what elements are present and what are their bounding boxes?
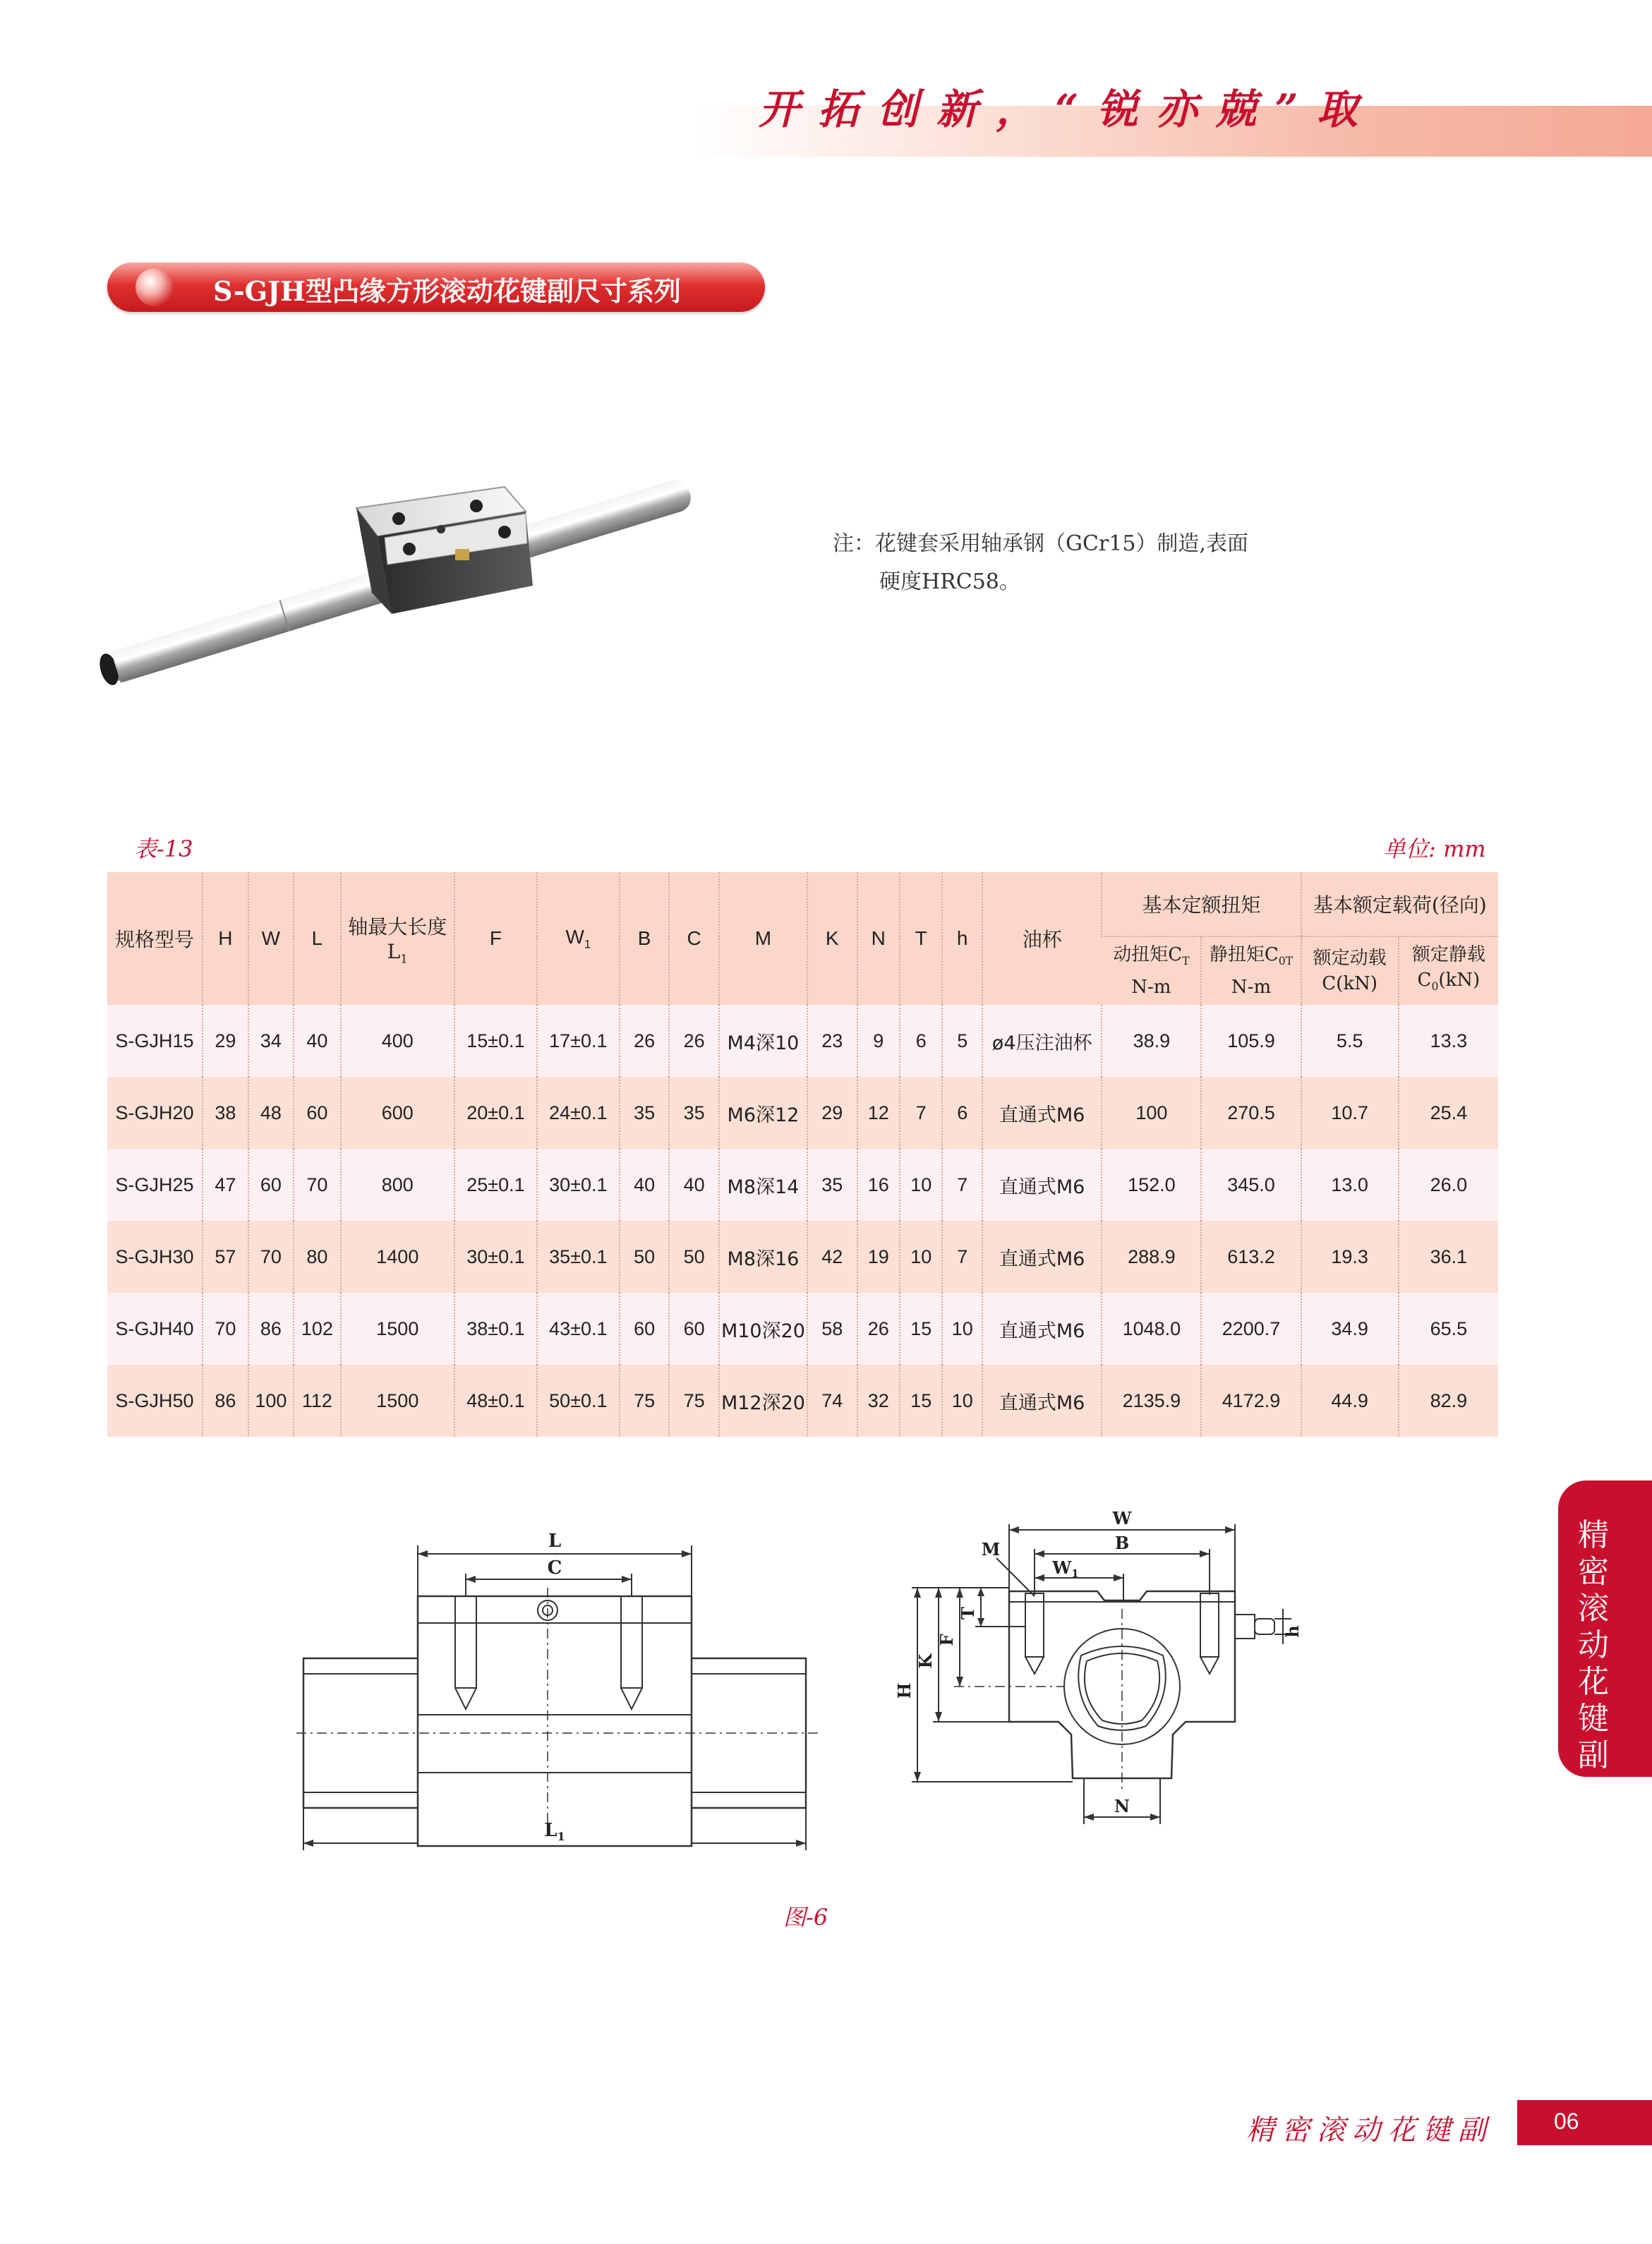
table-cell: 6 (900, 1005, 942, 1077)
table-cell: 800 (341, 1149, 454, 1221)
front-view-drawing (296, 1517, 819, 1870)
table-cell: 35±0.1 (537, 1221, 620, 1293)
table-cell: 58 (807, 1293, 857, 1365)
col-F: F (454, 872, 537, 1005)
table-cell: 42 (807, 1221, 857, 1293)
col-B: B (620, 872, 670, 1005)
table-cell: 57 (203, 1221, 248, 1293)
table-cell: ø4压注油杯 (982, 1005, 1102, 1077)
table-cell: 40 (620, 1149, 670, 1221)
table-cell: 100 (1102, 1077, 1201, 1149)
table-cell: 1048.0 (1102, 1293, 1201, 1365)
note-line-1: 注：花键套采用轴承钢（GCr15）制造,表面 (833, 531, 1248, 556)
table-cell: 6 (942, 1077, 982, 1149)
table-cell: 7 (942, 1221, 982, 1293)
table-cell: 10 (942, 1293, 982, 1365)
table-cell: 直通式M6 (982, 1077, 1102, 1149)
table-cell: 70 (203, 1293, 248, 1365)
table-cell: 82.9 (1399, 1365, 1498, 1437)
col-H: H (203, 872, 248, 1005)
table-cell: 26 (620, 1005, 670, 1077)
table-cell: 2200.7 (1201, 1293, 1301, 1365)
col-c-label: 额定动载 (1313, 948, 1387, 969)
dim-F: F (936, 1634, 957, 1646)
table-row (107, 1005, 1498, 1077)
table-cell: 70 (294, 1149, 341, 1221)
col-ct-label: 动扭矩C (1113, 944, 1183, 966)
table-cell: S-GJH30 (107, 1221, 203, 1293)
col-oil-cup: 油杯 (982, 872, 1102, 1005)
table-cell: 60 (669, 1293, 719, 1365)
table-cell: S-GJH25 (107, 1149, 203, 1221)
table-cell: 直通式M6 (982, 1149, 1102, 1221)
table-cell: 60 (248, 1149, 294, 1221)
table-cell: M8深14 (719, 1149, 807, 1221)
table-cell: 74 (807, 1365, 857, 1437)
col-M: M (719, 872, 807, 1005)
dim-W: W (1112, 1508, 1132, 1528)
table-cell: 7 (942, 1149, 982, 1221)
table-cell: 16 (857, 1149, 900, 1221)
section-title-pill (107, 263, 765, 312)
table-cell: M12深20 (719, 1365, 807, 1437)
col-h: h (942, 872, 982, 1005)
table-cell: 26 (857, 1293, 900, 1365)
table-cell: 29 (203, 1005, 248, 1077)
table-cell: 2135.9 (1102, 1365, 1201, 1437)
table-cell: S-GJH20 (107, 1077, 203, 1149)
dim-H: H (894, 1682, 915, 1699)
table-cell: 15±0.1 (454, 1005, 537, 1077)
col-cot: 静扭矩$C_{0T}$ N-m (1201, 936, 1301, 1005)
table-row (107, 1077, 1498, 1149)
table-cell: 10 (900, 1149, 942, 1221)
note-line-2: 硬度HRC58。 (879, 569, 1020, 594)
table-cell: 345.0 (1201, 1149, 1301, 1221)
table-row (107, 1149, 1498, 1221)
dim-C: C (547, 1557, 562, 1579)
title-bullet-icon (135, 268, 174, 306)
table-cell: 35 (807, 1149, 857, 1221)
table-cell: M4深10 (719, 1005, 807, 1077)
table-cell: 25.4 (1399, 1077, 1498, 1149)
dim-L1-symbol: L (544, 1820, 557, 1841)
table-cell: 12 (857, 1077, 900, 1149)
table-cell: 9 (857, 1005, 900, 1077)
table-cell: 65.5 (1399, 1293, 1498, 1365)
table-cell: S-GJH40 (107, 1293, 203, 1365)
table-cell: 15 (900, 1365, 942, 1437)
table-cell: 4172.9 (1201, 1365, 1301, 1437)
table-cell: 26.0 (1399, 1149, 1498, 1221)
table-cell: 35 (669, 1077, 719, 1149)
table-cell: 270.5 (1201, 1077, 1301, 1149)
col-cot-unit: N-m (1231, 976, 1272, 998)
table-cell: 34.9 (1301, 1293, 1399, 1365)
table-cell: 直通式M6 (982, 1221, 1102, 1293)
col-ct-unit: N-m (1131, 976, 1171, 998)
table-row (107, 1365, 1498, 1437)
col-co-unit: (kN) (1438, 970, 1481, 991)
table-cell: 60 (620, 1293, 670, 1365)
table-cell: 86 (203, 1365, 248, 1437)
table-cell: 5.5 (1301, 1005, 1399, 1077)
dim-h: h (1282, 1625, 1303, 1638)
table-cell: 288.9 (1102, 1221, 1201, 1293)
table-cell: 75 (669, 1365, 719, 1437)
header-slogan: 开拓创新，“锐亦兢”取 (759, 85, 1376, 133)
col-c-unit: C(kN) (1322, 973, 1377, 994)
table-cell: 36.1 (1399, 1221, 1498, 1293)
table-cell: 直通式M6 (982, 1365, 1102, 1437)
col-group-load: 基本额定载荷(径向) (1301, 872, 1498, 936)
col-co: 额定静载 $C_0(kN)$ (1399, 936, 1498, 1005)
table-row (107, 1293, 1498, 1365)
table-cell: 直通式M6 (982, 1293, 1102, 1365)
col-cot-label: 静扭矩C (1209, 944, 1279, 966)
col-model: 规格型号 (107, 872, 203, 1005)
dim-W1-symbol: W (1052, 1557, 1072, 1578)
table-cell: 102 (294, 1293, 341, 1365)
table-cell: 25±0.1 (454, 1149, 537, 1221)
table-cell: 75 (620, 1365, 670, 1437)
table-cell: 19 (857, 1221, 900, 1293)
dim-M: M (981, 1539, 1001, 1560)
table-cell: 30±0.1 (537, 1149, 620, 1221)
table-cell: 40 (669, 1149, 719, 1221)
table-cell: 38.9 (1102, 1005, 1201, 1077)
table-cell: 44.9 (1301, 1365, 1399, 1437)
table-cell: 35 (620, 1077, 670, 1149)
table-cell: S-GJH50 (107, 1365, 203, 1437)
table-cell: 5 (942, 1005, 982, 1077)
table-cell: M10深20 (719, 1293, 807, 1365)
table-cell: 34 (248, 1005, 294, 1077)
col-co-label: 额定静载 (1411, 944, 1485, 966)
table-cell: 1400 (341, 1221, 454, 1293)
table-cell: 38±0.1 (454, 1293, 537, 1365)
figure-caption: 图-6 (783, 1904, 828, 1931)
col-c (1301, 936, 1399, 1005)
table-cell: 60 (294, 1077, 341, 1149)
col-N: N (857, 872, 900, 1005)
table-cell: S-GJH15 (107, 1005, 203, 1077)
dim-K: K (915, 1653, 936, 1669)
table-cell: 613.2 (1201, 1221, 1301, 1293)
table-cell: 48±0.1 (454, 1365, 537, 1437)
col-W1-symbol: W (565, 925, 584, 948)
dim-B: B (1114, 1533, 1130, 1553)
product-image (109, 459, 688, 699)
table-cell: 86 (248, 1293, 294, 1365)
table-cell: M8深16 (719, 1221, 807, 1293)
table-cell: 32 (857, 1365, 900, 1437)
col-L1-label: 轴最大长度 (348, 915, 447, 939)
table-cell: 70 (248, 1221, 294, 1293)
table-cell: 105.9 (1201, 1005, 1301, 1077)
table-cell: 40 (294, 1005, 341, 1077)
dim-T: T (958, 1607, 978, 1619)
table-cell: 600 (341, 1077, 454, 1149)
table-cell: 1500 (341, 1293, 454, 1365)
side-view-drawing (896, 1510, 1306, 1842)
table-cell: 400 (341, 1005, 454, 1077)
col-L1: 轴最大长度 $L_1$ (341, 872, 454, 1005)
table-cell: 19.3 (1301, 1221, 1399, 1293)
section-title: S-GJH型凸缘方形滚动花键副尺寸系列 (213, 275, 681, 307)
table-unit: 单位: mm (1383, 836, 1486, 862)
footer-title: 精密滚动花键副 (1246, 2114, 1493, 2147)
dim-L: L (548, 1531, 562, 1552)
side-tab-text: 精密滚动花键副 (1578, 1517, 1609, 1773)
col-C: C (669, 872, 719, 1005)
table-cell: 13.3 (1399, 1005, 1498, 1077)
footer-page-box (1517, 2100, 1652, 2145)
table-cell: 152.0 (1102, 1149, 1201, 1221)
table-cell: M6深12 (719, 1077, 807, 1149)
table-cell: 10 (942, 1365, 982, 1437)
table-row (107, 1221, 1498, 1293)
table-cell: 50 (669, 1221, 719, 1293)
table-cell: 43±0.1 (537, 1293, 620, 1365)
table-cell: 29 (807, 1077, 857, 1149)
dim-L1: $L_1$ (544, 1820, 565, 1843)
col-group-torque: 基本定额扭矩 (1102, 872, 1301, 936)
col-L1-symbol: L (387, 939, 401, 963)
table-cell: 112 (294, 1365, 341, 1437)
material-note (833, 525, 1248, 601)
col-W: W (248, 872, 294, 1005)
col-W1: $W_1$ (537, 872, 620, 1005)
dim-W1: $W_1$ (1052, 1557, 1079, 1580)
table-cell: 15 (900, 1293, 942, 1365)
col-K: K (807, 872, 857, 1005)
table-cell: 10.7 (1301, 1077, 1399, 1149)
col-ct: 动扭矩$C_T$ N-m (1102, 936, 1201, 1005)
table-cell: 13.0 (1301, 1149, 1399, 1221)
table-cell: 1500 (341, 1365, 454, 1437)
table-cell: 38 (203, 1077, 248, 1149)
page-number: 06 (1554, 2109, 1579, 2134)
table-cell: 26 (669, 1005, 719, 1077)
table-cell: 50±0.1 (537, 1365, 620, 1437)
table-cell: 100 (248, 1365, 294, 1437)
spec-table (107, 872, 1498, 1437)
table-cell: 10 (900, 1221, 942, 1293)
table-cell: 7 (900, 1077, 942, 1149)
table-cell: 23 (807, 1005, 857, 1077)
table-cell: 50 (620, 1221, 670, 1293)
table-cell: 47 (203, 1149, 248, 1221)
table-cell: 80 (294, 1221, 341, 1293)
table-cell: 24±0.1 (537, 1077, 620, 1149)
col-L: L (294, 872, 341, 1005)
table-caption: 表-13 (134, 836, 193, 862)
table-cell: 30±0.1 (454, 1221, 537, 1293)
dim-N: N (1114, 1796, 1130, 1816)
table-cell: 20±0.1 (454, 1077, 537, 1149)
table-cell: 48 (248, 1077, 294, 1149)
col-T: T (900, 872, 942, 1005)
table-cell: 17±0.1 (537, 1005, 620, 1077)
